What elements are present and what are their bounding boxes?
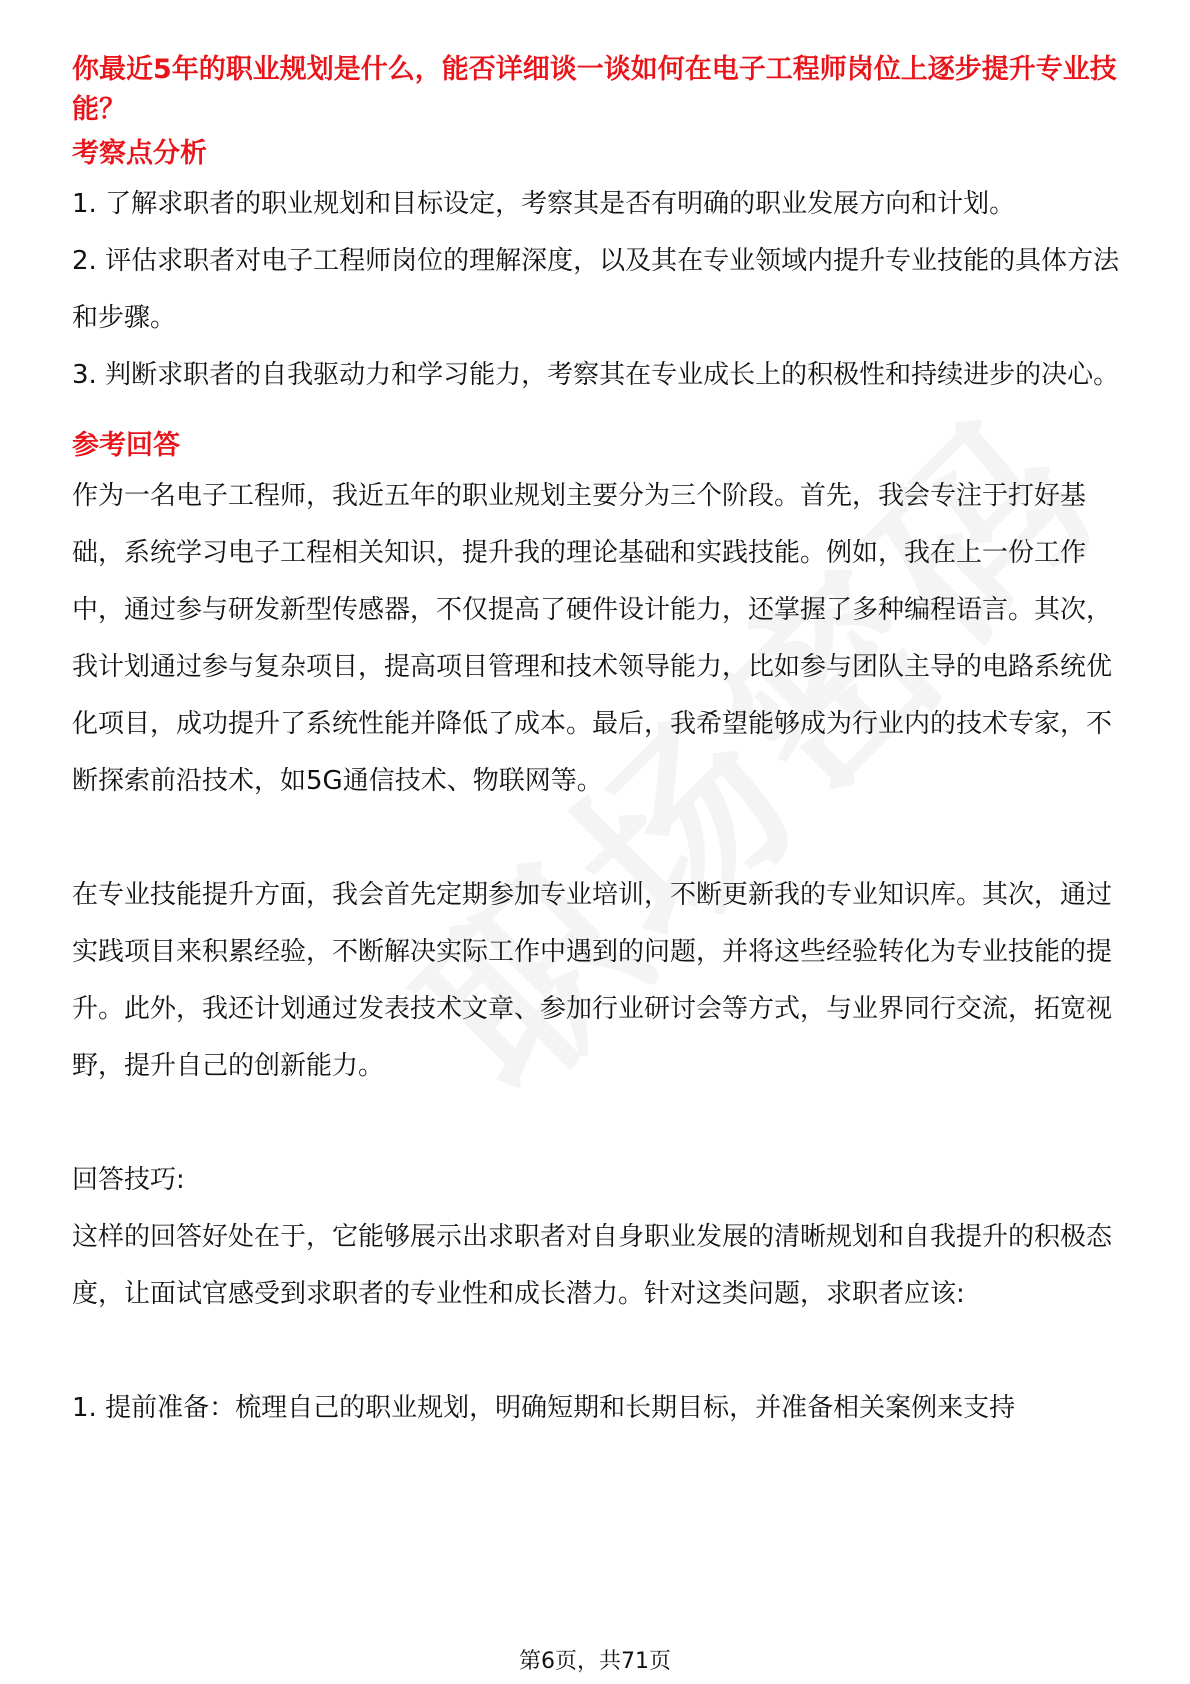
answer-paragraph-1: 作为一名电子工程师，我近五年的职业规划主要分为三个阶段。首先，我会专注于打好基础，系统学习电子工程相关知识，提升我的理论基础和实践技能。例如，我在上一份工作中，通过参与研发新型传感器，不仅提高了硬件设计能力，还掌握了多种编程语言。其次，我计划通过参与复杂项目，提高项目管理和技术领导能力，比如参与团队主导的电路系统优化项目，成功提升了系统性能并降低了成本。最后，我希望能够成为行业内的技术专家，不断探索前沿技术，如5G通信技术、物联网等。 xyxy=(72,481,1113,796)
analysis-heading: 考察点分析 xyxy=(72,138,207,169)
answer-heading: 参考回答 xyxy=(72,430,180,461)
question-title: 你最近5年的职业规划是什么，能否详细谈一谈如何在电子工程师岗位上逐步提升专业技能？ xyxy=(72,54,1117,125)
tips-heading: 回答技巧: xyxy=(72,1165,185,1195)
tips-intro: 这样的回答好处在于，它能够展示出求职者对自身职业发展的清晰规划和自我提升的积极态度，让面试官感受到求职者的专业性和成长潜力。针对这类问题，求职者应该: xyxy=(72,1222,1113,1309)
document-page xyxy=(72,50,1122,1437)
analysis-item-1: 1. 了解求职者的职业规划和目标设定，考察其是否有明确的职业发展方向和计划。 xyxy=(72,189,1016,219)
page-footer: 第6页，共71页 xyxy=(519,1649,671,1674)
answer-paragraph-2: 在专业技能提升方面，我会首先定期参加专业培训，不断更新我的专业知识库。其次，通过实践项目来积累经验，不断解决实际工作中遇到的问题，并将这些经验转化为专业技能的提升。此外，我还计划通过发表技术文章、参加行业研讨会等方式，与业界同行交流，拓宽视野，提升自己的创新能力。 xyxy=(72,880,1113,1081)
analysis-item-2: 2. 评估求职者对电子工程师岗位的理解深度，以及其在专业领域内提升专业技能的具体方法和步骤。 xyxy=(72,246,1120,333)
analysis-item-3: 3. 判断求职者的自我驱动力和学习能力，考察其在专业成长上的积极性和持续进步的决心。 xyxy=(72,360,1120,390)
tips-item-1: 1. 提前准备：梳理自己的职业规划，明确短期和长期目标，并准备相关案例来支持 xyxy=(72,1393,1016,1423)
